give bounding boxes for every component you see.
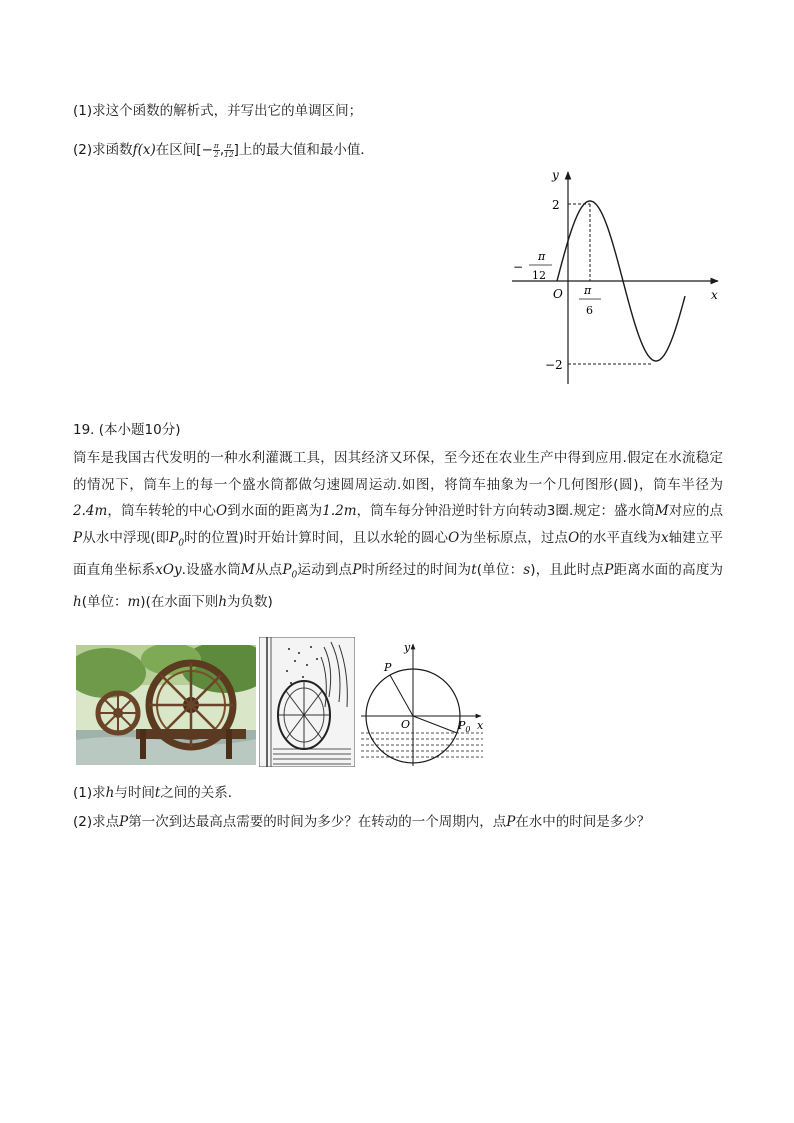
left-frac-num: π <box>538 250 546 263</box>
water-lines <box>361 733 483 757</box>
min-label: −2 <box>545 358 563 372</box>
radius-op0 <box>413 716 457 733</box>
diagram-o-label: O <box>401 718 411 731</box>
sine-graph <box>505 166 735 388</box>
interval-right-fraction: $\frac{\pi}{12}$ <box>224 140 234 159</box>
q19-sub1: (1)求h与时间t之间的关系． <box>73 785 242 801</box>
q18-part2: (2)求函数f(x)在区间[− $\frac{\pi}{2}$ , $\frac{\pi}{12}$ ]上的最大值和最小值． <box>73 140 374 159</box>
right-frac-num: π <box>584 284 592 297</box>
q19-heading: 19. (本小题10分) <box>73 422 181 438</box>
interval-left-fraction: $\frac{\pi}{2}$ <box>213 140 219 159</box>
waterwheel-diagram <box>357 640 487 768</box>
origin-label: O <box>553 287 563 301</box>
diagram-x-label: x <box>477 719 484 732</box>
diagram-y-label: y <box>404 641 411 654</box>
q19-sub2: (2)求点P第一次到达最高点需要的时间为多少？在转动的一个周期内，点P在水中的时间是多少？ <box>73 814 651 830</box>
q19-statement: 筒车是我国古代发明的一种水利灌溉工具，因其经济又环保，至今还在农业生产中得到应用.假定在水流稳定的情况下，筒车上的每一个盛水筒都做匀速圆周运动.如图，将筒车抽象为一个几何图形(圆)，筒车半径为2.4m，筒车转轮的中心O到水面的距离为1.2m，筒车每分钟沿逆时针方向转动3圈.规定：盛水筒M对应的点P从水中浮现(即$P_0$时的位置)时开始计算时间，且以水轮的圆心O为坐标原点，过点O的水平直线为x轴建立平面直角坐标系xOy.设盛水筒M从点$P_0$运动到点P时所经过的时间为t(单位：s)，且此时点P距离水面的高度为h(单位：m)(在水面下则h为负数) <box>73 450 724 610</box>
waterwheel-photo <box>76 645 256 765</box>
y-axis-label: y <box>552 168 559 182</box>
right-frac-den: 6 <box>586 304 593 317</box>
diagram-p0-label: $P_0$ <box>458 719 471 734</box>
left-frac-sign: − <box>513 260 524 274</box>
diagram-p-label: P <box>384 661 392 674</box>
left-frac-den: 12 <box>532 269 546 282</box>
q18-part1: (1)求这个函数的解析式，并写出它的单调区间； <box>73 103 363 119</box>
max-label: 2 <box>552 198 560 212</box>
radius-op <box>390 675 413 716</box>
x-axis-label: x <box>711 288 718 302</box>
waterwheel-engraving <box>259 637 355 767</box>
